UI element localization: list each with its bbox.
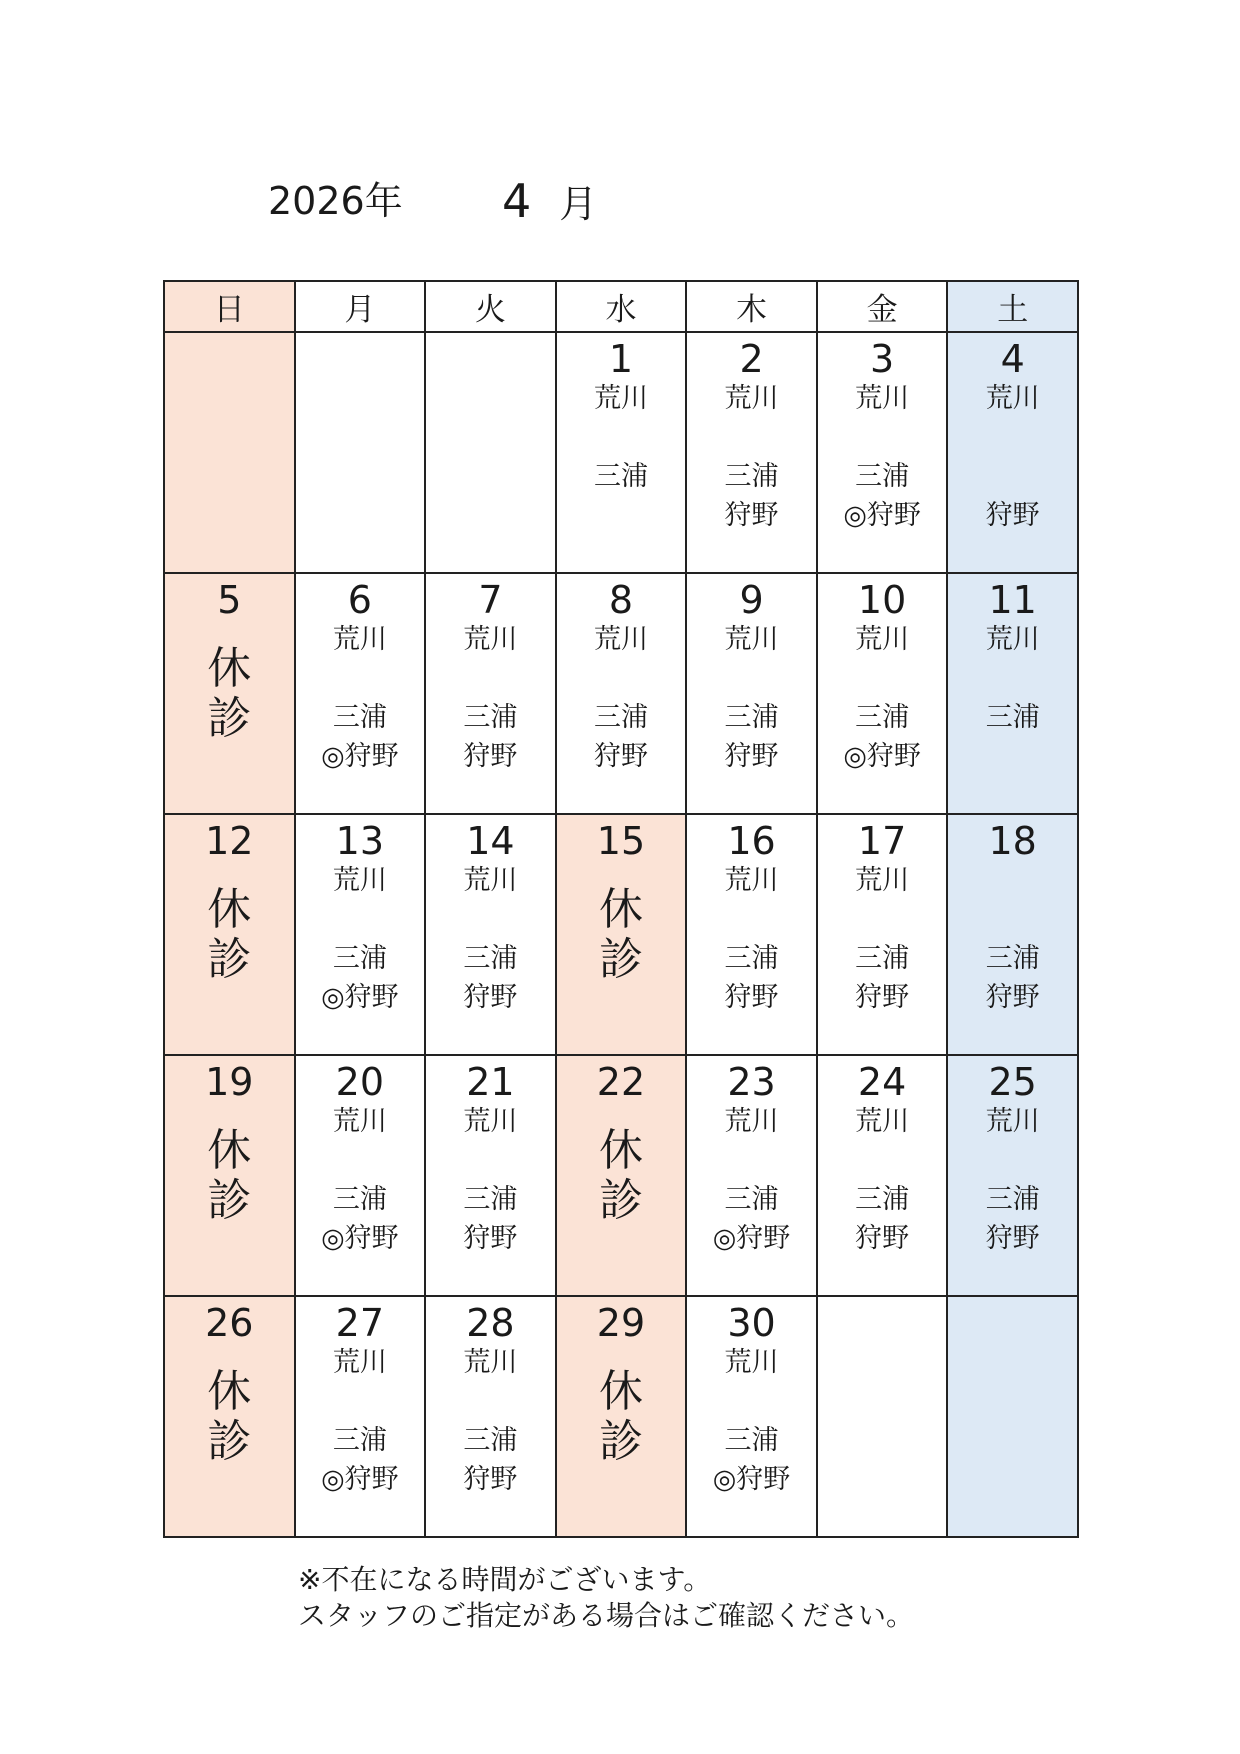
weekday-fri: 金: [817, 281, 948, 332]
staff-am: 荒川: [593, 383, 648, 414]
staff-pm: 三浦: [463, 1425, 518, 1456]
staff-extra: ◎狩野: [712, 1223, 791, 1254]
closed-label-char: 休: [598, 1366, 643, 1417]
staff-am: 荒川: [724, 1106, 779, 1137]
staff-pm: 三浦: [463, 943, 518, 974]
day-number: 29: [596, 1301, 646, 1345]
day-number: 22: [596, 1060, 646, 1104]
staff-extra: 狩野: [463, 1223, 518, 1254]
staff-am: [948, 861, 1077, 900]
day-number: 13: [335, 819, 385, 863]
staff-pm: 三浦: [332, 943, 387, 974]
staff-extra: 狩野: [724, 500, 779, 531]
staff-spacer: [687, 1382, 816, 1421]
closed-label-char: 診: [207, 1416, 252, 1467]
day-cell: [947, 1055, 1078, 1296]
day-cell: [164, 1296, 295, 1537]
closed-label: [557, 1367, 686, 1467]
day-cell: [686, 573, 817, 814]
staff-extra: 狩野: [855, 982, 910, 1013]
staff-pm: 三浦: [985, 943, 1040, 974]
staff-extra: [557, 496, 686, 535]
day-number: 1: [608, 337, 634, 381]
empty-day-cell: [295, 332, 426, 573]
staff-am: 荒川: [724, 624, 779, 655]
day-number: 27: [335, 1301, 385, 1345]
closed-label-char: 休: [207, 884, 252, 935]
closed-label-char: 診: [598, 934, 643, 985]
day-number: 9: [739, 578, 764, 622]
staff-extra: 狩野: [855, 1223, 910, 1254]
staff-am: 荒川: [985, 383, 1040, 414]
staff-spacer: [948, 659, 1077, 698]
day-number: 19: [205, 1060, 254, 1104]
staff-am: 荒川: [855, 624, 910, 655]
staff-spacer: [948, 900, 1077, 939]
day-cell: [425, 1055, 556, 1296]
day-cell: [295, 814, 426, 1055]
weekday-header-row: [164, 281, 1078, 332]
closed-label: [557, 885, 686, 985]
staff-am: 荒川: [332, 624, 387, 655]
weekday-thu: 木: [686, 281, 817, 332]
day-cell: [686, 1055, 817, 1296]
staff-spacer: [818, 659, 947, 698]
closed-label-char: 休: [207, 1366, 252, 1417]
staff-pm: 三浦: [332, 1184, 387, 1215]
staff-extra: [948, 737, 1077, 776]
staff-am: 荒川: [463, 865, 518, 896]
closed-label-char: 休: [598, 884, 643, 935]
staff-extra: 狩野: [985, 982, 1040, 1013]
day-number: 11: [988, 578, 1037, 622]
staff-extra: 狩野: [985, 500, 1040, 531]
closed-label-char: 診: [598, 1416, 643, 1467]
weekday-sat: 土: [947, 281, 1078, 332]
day-number: [818, 1303, 947, 1343]
staff-extra: 狩野: [724, 741, 779, 772]
notes: [298, 1562, 914, 1634]
day-number: 7: [478, 578, 503, 622]
day-cell: [295, 1296, 426, 1537]
staff-am: 荒川: [855, 865, 910, 896]
month-number: 4: [502, 174, 532, 228]
staff-pm: 三浦: [724, 702, 779, 733]
staff-am: 荒川: [463, 624, 518, 655]
day-number: 3: [870, 337, 895, 381]
day-number: 24: [857, 1060, 907, 1104]
staff-extra: ◎狩野: [843, 500, 921, 531]
day-cell: [164, 1055, 295, 1296]
staff-pm: 三浦: [593, 461, 648, 492]
staff-pm: 三浦: [724, 1184, 779, 1215]
staff-extra: 狩野: [463, 1464, 518, 1495]
staff-am: 荒川: [724, 865, 779, 896]
day-cell: [425, 814, 556, 1055]
day-cell: [556, 332, 687, 573]
staff-am: 荒川: [332, 1347, 387, 1378]
day-cell: [686, 814, 817, 1055]
calendar-table: [163, 280, 1079, 1538]
staff-spacer: [296, 1141, 425, 1180]
staff-spacer: [426, 900, 555, 939]
staff-spacer: [426, 1141, 555, 1180]
closed-label-char: 診: [207, 693, 252, 744]
staff-spacer: [296, 659, 425, 698]
staff-spacer: [426, 659, 555, 698]
day-cell: [556, 1296, 687, 1537]
closed-label-char: 診: [598, 1175, 643, 1226]
day-cell: [947, 814, 1078, 1055]
staff-am: 荒川: [332, 1106, 387, 1137]
staff-spacer: [818, 900, 947, 939]
weekday-wed: 水: [556, 281, 687, 332]
staff-extra: 狩野: [593, 741, 648, 772]
week-row: [164, 814, 1078, 1055]
day-number: [948, 1303, 1077, 1343]
staff-spacer: [687, 900, 816, 939]
staff-am: 荒川: [855, 383, 910, 414]
staff-am: 荒川: [332, 865, 387, 896]
staff-pm: 三浦: [463, 1184, 518, 1215]
day-number: 23: [727, 1060, 776, 1104]
day-cell: [164, 573, 295, 814]
day-cell: [817, 332, 948, 573]
closed-label: [165, 1367, 294, 1467]
weekday-mon: 月: [295, 281, 426, 332]
day-number: 20: [335, 1060, 385, 1104]
day-number: 26: [205, 1301, 254, 1345]
closed-label-char: 診: [207, 934, 252, 985]
closed-label-char: 診: [207, 1175, 252, 1226]
staff-pm: 三浦: [855, 1184, 910, 1215]
staff-am: 荒川: [463, 1106, 518, 1137]
staff-extra: 狩野: [724, 982, 779, 1013]
day-cell: [425, 1296, 556, 1537]
week-row: [164, 1296, 1078, 1537]
day-number: 21: [466, 1060, 515, 1104]
staff-am: 荒川: [985, 624, 1040, 655]
closed-label-char: 休: [598, 1125, 643, 1176]
day-number: 4: [1000, 337, 1025, 381]
closed-label: [165, 885, 294, 985]
day-number: [165, 339, 294, 379]
staff-extra: 狩野: [985, 1223, 1040, 1254]
weekday-tue: 火: [425, 281, 556, 332]
day-cell: [556, 1055, 687, 1296]
staff-pm: 三浦: [332, 702, 387, 733]
staff-spacer: [557, 659, 686, 698]
day-cell: [686, 332, 817, 573]
staff-spacer: [296, 900, 425, 939]
staff-spacer: [948, 418, 1077, 457]
calendar-header: [0, 176, 1240, 226]
staff-spacer: [557, 418, 686, 457]
closed-label-char: 休: [207, 1125, 252, 1176]
staff-pm: 三浦: [724, 1425, 779, 1456]
day-number: 14: [466, 819, 515, 863]
staff-extra: 狩野: [463, 741, 518, 772]
day-cell: [686, 1296, 817, 1537]
staff-extra: ◎狩野: [321, 741, 399, 772]
staff-pm: 三浦: [985, 702, 1040, 733]
day-number: 10: [857, 578, 907, 622]
day-cell: [295, 573, 426, 814]
closed-label: [165, 644, 294, 744]
day-number: 2: [739, 337, 764, 381]
staff-extra: ◎狩野: [321, 1464, 399, 1495]
day-number: [426, 339, 555, 379]
day-number: 8: [608, 578, 634, 622]
day-cell: [817, 1055, 948, 1296]
day-cell: [164, 814, 295, 1055]
staff-spacer: [948, 1141, 1077, 1180]
week-row: [164, 573, 1078, 814]
month-unit: 月: [559, 182, 598, 226]
staff-spacer: [426, 1382, 555, 1421]
staff-spacer: [818, 1141, 947, 1180]
staff-extra: ◎狩野: [321, 1223, 399, 1254]
day-number: 28: [466, 1301, 515, 1345]
day-number: 25: [988, 1060, 1037, 1104]
staff-extra: 狩野: [463, 982, 518, 1013]
day-cell: [556, 573, 687, 814]
staff-spacer: [687, 659, 816, 698]
staff-pm: 三浦: [985, 1184, 1040, 1215]
day-cell: [556, 814, 687, 1055]
day-number: 16: [727, 819, 776, 863]
staff-pm: 三浦: [855, 461, 910, 492]
day-number: 15: [596, 819, 646, 863]
day-cell: [425, 573, 556, 814]
staff-am: 荒川: [463, 1347, 518, 1378]
staff-am: 荒川: [724, 1347, 779, 1378]
closed-label: [557, 1126, 686, 1226]
day-number: 17: [857, 819, 907, 863]
year-label: 2026年: [268, 179, 403, 223]
staff-pm: 三浦: [463, 702, 518, 733]
day-cell: [817, 814, 948, 1055]
day-number: 6: [347, 578, 372, 622]
staff-extra: ◎狩野: [321, 982, 399, 1013]
closed-label: [165, 1126, 294, 1226]
day-cell: [947, 332, 1078, 573]
staff-pm: 三浦: [855, 943, 910, 974]
staff-am: 荒川: [985, 1106, 1040, 1137]
staff-pm: 三浦: [855, 702, 910, 733]
day-cell: [817, 573, 948, 814]
staff-spacer: [687, 1141, 816, 1180]
day-cell: [947, 573, 1078, 814]
staff-am: 荒川: [593, 624, 648, 655]
staff-extra: ◎狩野: [712, 1464, 791, 1495]
staff-am: 荒川: [855, 1106, 910, 1137]
staff-pm: [948, 457, 1077, 496]
note-line: スタッフのご指定がある場合はご確認ください。: [298, 1599, 915, 1632]
empty-day-cell: [425, 332, 556, 573]
staff-spacer: [296, 1382, 425, 1421]
staff-spacer: [687, 418, 816, 457]
staff-extra: ◎狩野: [843, 741, 921, 772]
empty-day-cell: [947, 1296, 1078, 1537]
day-number: 30: [727, 1301, 776, 1345]
staff-pm: 三浦: [724, 943, 779, 974]
staff-spacer: [818, 418, 947, 457]
day-number: 5: [217, 578, 242, 622]
empty-day-cell: [164, 332, 295, 573]
staff-pm: 三浦: [724, 461, 779, 492]
note-line: ※不在になる時間がございます。: [298, 1563, 712, 1596]
staff-am: 荒川: [724, 383, 779, 414]
day-number: 12: [205, 819, 254, 863]
day-number: [296, 339, 425, 379]
day-number: 18: [988, 819, 1037, 863]
weekday-sun: 日: [164, 281, 295, 332]
week-row: [164, 332, 1078, 573]
staff-pm: 三浦: [332, 1425, 387, 1456]
week-row: [164, 1055, 1078, 1296]
staff-pm: 三浦: [593, 702, 648, 733]
empty-day-cell: [817, 1296, 948, 1537]
month-label: [502, 176, 597, 229]
day-cell: [295, 1055, 426, 1296]
closed-label-char: 休: [207, 643, 252, 694]
